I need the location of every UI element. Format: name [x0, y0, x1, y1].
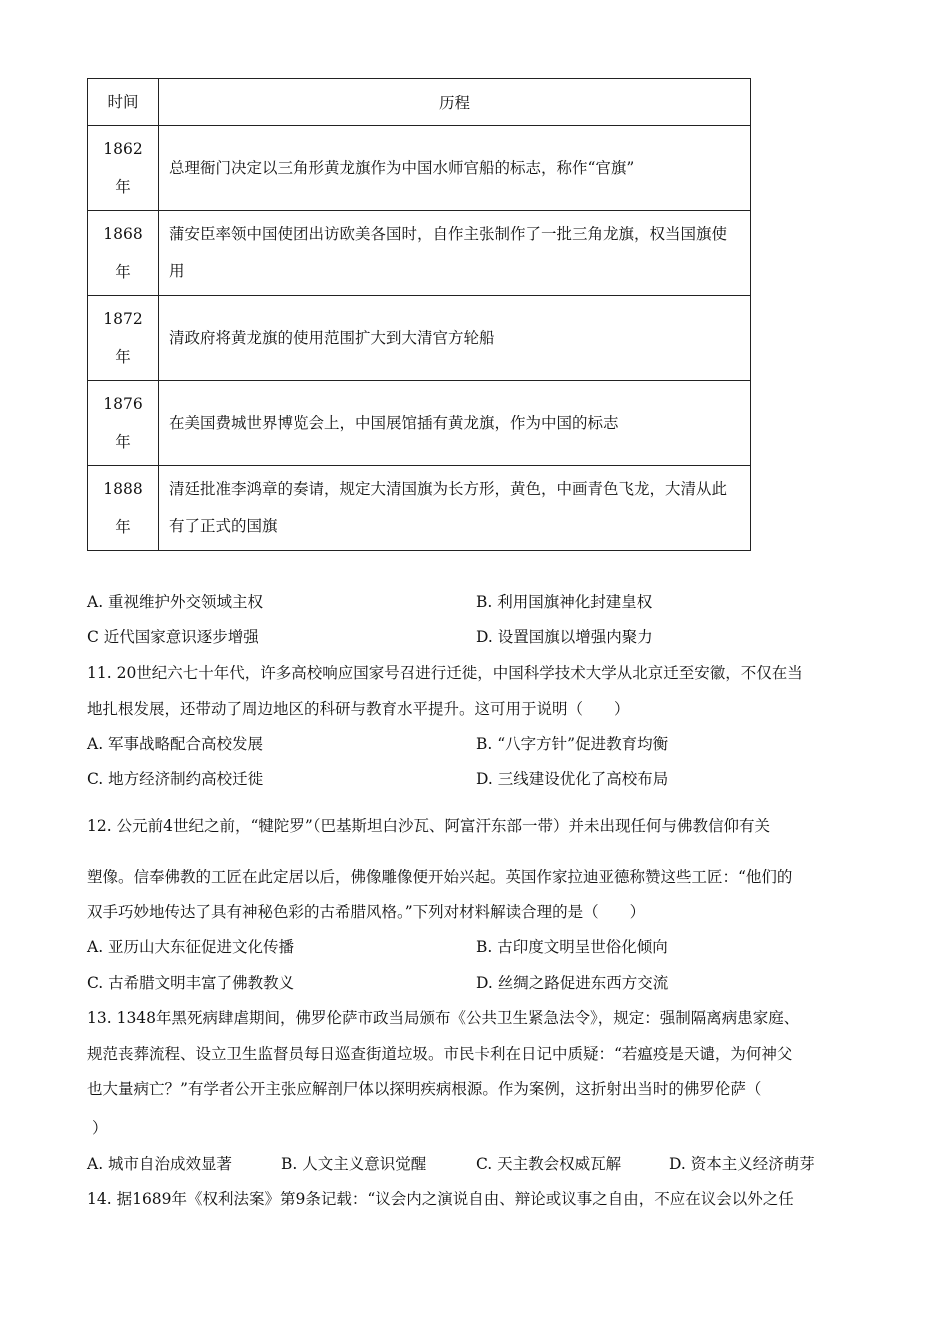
table-header-row	[88, 79, 751, 126]
q11-option-d: D. 三线建设优化了高校布局	[476, 770, 669, 788]
q13-stem-line: 规范丧葬流程、设立卫生监督员每日巡查街道垃圾。市民卡利在日记中质疑：“若瘟疫是天谴，为何神父	[87, 1045, 793, 1063]
year-unit: 年	[115, 263, 131, 281]
year-value: 1872	[103, 310, 143, 328]
q12-option-c: C. 古希腊文明丰富了佛教教义	[87, 974, 295, 992]
q11-option-b: B. “八字方针”促进教育均衡	[476, 735, 669, 753]
q12-option-b: B. 古印度文明呈世俗化倾向	[476, 938, 668, 956]
year-cell	[88, 381, 159, 466]
q12-option-a: A. 亚历山大东征促进文化传播	[87, 938, 295, 956]
event-cell: 蒲安臣率领中国使团出访欧美各国时，自作主张制作了一批三角龙旗，权当国旗使用	[159, 211, 751, 296]
q10-option-a: A. 重视维护外交领域主权	[87, 593, 264, 611]
q11-option-c: C. 地方经济制约高校迁徙	[87, 770, 264, 788]
header-process: 历程	[159, 79, 751, 126]
q13-option-a: A. 城市自治成效显著	[87, 1155, 233, 1173]
q12-stem-line: 塑像。信奉佛教的工匠在此定居以后，佛像雕像便开始兴起。英国作家拉迪亚德称赞这些工匠：“他们的	[87, 868, 793, 886]
year-cell	[88, 466, 159, 551]
q10-option-d: D. 设置国旗以增强内聚力	[476, 628, 653, 646]
q11-option-a: A. 军事战略配合高校发展	[87, 735, 264, 753]
event-cell: 总理衙门决定以三角形黄龙旗作为中国水师官船的标志，称作“官旗”	[159, 126, 751, 211]
q11-stem-line: 11. 20世纪六七十年代，许多高校响应国家号召进行迁徙，中国科学技术大学从北京迁至安徽，不仅在当	[87, 664, 803, 682]
history-table	[87, 78, 751, 551]
q13-option-b: B. 人文主义意识觉醒	[281, 1155, 427, 1173]
year-cell	[88, 211, 159, 296]
table-row	[88, 466, 751, 551]
q13-stem-line: 也大量病亡？”有学者公开主张应解剖尸体以探明疾病根源。作为案例，这折射出当时的佛罗伦萨（	[87, 1080, 762, 1098]
header-time: 时间	[88, 79, 159, 126]
q10-option-c: C 近代国家意识逐步增强	[87, 628, 259, 646]
year-value: 1862	[103, 140, 143, 158]
q12-option-d: D. 丝绸之路促进东西方交流	[476, 974, 669, 992]
year-unit: 年	[115, 518, 131, 536]
q12-stem-line: 双手巧妙地传达了具有神秘色彩的古希腊风格。”下列对材料解读合理的是（ ）	[87, 903, 646, 921]
year-cell	[88, 296, 159, 381]
q11-stem-line: 地扎根发展，还带动了周边地区的科研与教育水平提升。这可用于说明（ ）	[87, 700, 630, 718]
q13-option-c: C. 天主教会权威瓦解	[476, 1155, 622, 1173]
event-cell: 在美国费城世界博览会上，中国展馆插有黄龙旗，作为中国的标志	[159, 381, 751, 466]
q13-stem-line: 13. 1348年黑死病肆虐期间，佛罗伦萨市政当局颁布《公共卫生紧急法令》，规定：强制隔离病患家庭、	[87, 1009, 800, 1027]
year-unit: 年	[115, 178, 131, 196]
year-value: 1888	[103, 480, 143, 498]
year-value: 1868	[103, 225, 143, 243]
table-row	[88, 296, 751, 381]
q13-stem-line: ）	[92, 1119, 108, 1137]
event-cell: 清廷批准李鸿章的奏请，规定大清国旗为长方形，黄色，中画青色飞龙，大清从此有了正式的国旗	[159, 466, 751, 551]
table-row	[88, 126, 751, 211]
year-unit: 年	[115, 433, 131, 451]
year-value: 1876	[103, 395, 143, 413]
table-row	[88, 211, 751, 296]
event-cell: 清政府将黄龙旗的使用范围扩大到大清官方轮船	[159, 296, 751, 381]
year-cell	[88, 126, 159, 211]
q13-option-d: D. 资本主义经济萌芽	[669, 1155, 815, 1173]
q10-option-b: B. 利用国旗神化封建皇权	[476, 593, 653, 611]
table-row	[88, 381, 751, 466]
year-unit: 年	[115, 348, 131, 366]
q12-stem-line: 12. 公元前4世纪之前，“犍陀罗”（巴基斯坦白沙瓦、阿富汗东部一带）并未出现任何与佛教信仰有关	[87, 817, 771, 835]
q14-stem-line: 14. 据1689年《权利法案》第9条记载：“议会内之演说自由、辩论或议事之自由，不应在议会以外之任	[87, 1190, 794, 1208]
